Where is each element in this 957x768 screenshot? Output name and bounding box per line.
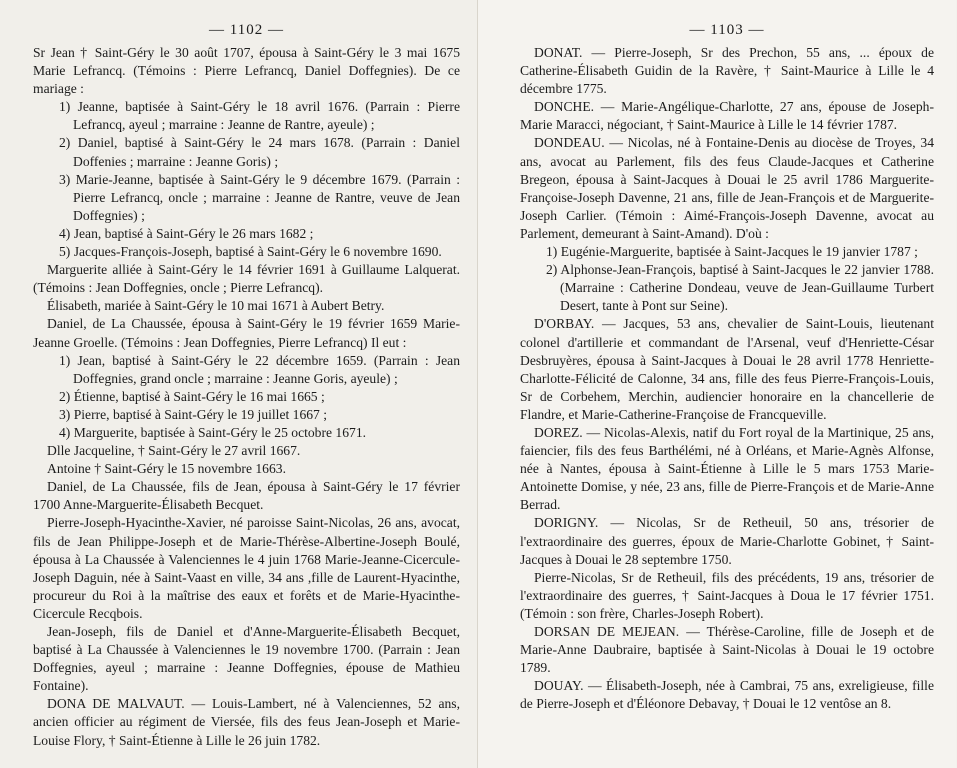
page-number: — 1102 — bbox=[209, 22, 284, 38]
entry-dorigny: DORIGNY. — Nicolas, Sr de Retheuil, 50 ans, trésorier de l'extraordinaire des guerres, époux de Marie-Charlotte Gobinet, † Saint-Jacques à Douai le 28 septembre 1750. bbox=[520, 515, 934, 567]
right-page bbox=[478, 0, 956, 768]
paragraph: Jean-Joseph, fils de Daniel et d'Anne-Marguerite-Élisabeth Becquet, baptisé à La Chaussée à Valenciennes le 19 novembre 1700. (Parrain : Jean Doffegnies, ayeul ; marraine : Jeanne Doffegnies, épouse de Mathieu Fontaine). bbox=[33, 624, 460, 694]
paragraph: Pierre-Joseph-Hyacinthe-Xavier, né paroisse Saint-Nicolas, 26 ans, avocat, fils de Jean Philippe-Joseph et de Marie-Thérèse-Albertine-Joseph Boulé, épousa à La Chaussée à Valenciennes le 4 juin 1768 Marie-Jeanne-Cicercule-Joseph Daguin, née à Saint-Vaast en ville, 34 ans ,fille de Laurent-Hyacinthe, procureur du Roi à la maîtrise des eaux et forêts et de Marie-Hyacinthe-Cicercule Recqbois. bbox=[33, 515, 460, 621]
paragraph: Marguerite alliée à Saint-Géry le 14 février 1691 à Guillaume Lalquerat. (Témoins : Jean Doffegnies, oncle ; Pierre Lefrancq). bbox=[33, 262, 460, 296]
paragraph: Daniel, de La Chaussée, fils de Jean, épousa à Saint-Géry le 17 février 1700 Anne-Marguerite-Élisabeth Becquet. bbox=[33, 479, 460, 513]
entry-dondeau: DONDEAU. — Nicolas, né à Fontaine-Denis au diocèse de Troyes, 34 ans, avocat au Parlement, fils des feus Claude-Jacques et Catherine Bregeon, épousa à Saint-Jacques à Douai le 25 avril 1786 Marguerite-Françoise-Joseph Davenne, 21 ans, fille de Jean-François et de Marguerite-Joseph Carlier. (Témoin : Aimé-François-Joseph Davenne, avocat au Parlement, demeurant à Saint-Amand). D'où : bbox=[520, 135, 934, 241]
page-text bbox=[33, 44, 460, 750]
list-item: 4) Jean, baptisé à Saint-Géry le 26 mars 1682 ; bbox=[59, 225, 314, 241]
paragraph: Élisabeth, mariée à Saint-Géry le 10 mai 1671 à Aubert Betry. bbox=[47, 298, 385, 314]
paragraph: Dlle Jacqueline, † Saint-Géry le 27 avril 1667. bbox=[47, 443, 301, 459]
list-item: 4) Marguerite, baptisée à Saint-Géry le 25 octobre 1671. bbox=[59, 424, 367, 440]
list-item: 1) Jeanne, baptisée à Saint-Géry le 18 avril 1676. (Parrain : Pierre Lefrancq, ayeul ; marraine : Jeanne de Rantre, ayeule) ; bbox=[59, 99, 460, 133]
list-item: 3) Pierre, baptisé à Saint-Géry le 19 juillet 1667 ; bbox=[59, 406, 328, 422]
paragraph: Antoine † Saint-Géry le 15 novembre 1663. bbox=[47, 461, 286, 477]
page-text bbox=[520, 44, 934, 713]
list-item: 3) Marie-Jeanne, baptisée à Saint-Géry le 9 décembre 1679. (Parrain : Pierre Lefrancq, oncle ; marraine : Jeanne de Rantre, veuve de Jean Doffegnies) ; bbox=[59, 171, 460, 223]
entry-dorbay: D'ORBAY. — Jacques, 53 ans, chevalier de Saint-Louis, lieutenant colonel d'artillerie et commandant de l'Arsenal, veuf d'Henriette-César Desbruyères, épousa à Saint-Jacques à Douai le 28 avril 1778 Henriette-Charlotte-Félicité de Calonne, 34 ans, fille des feus Pierre-François-Louis, Sr de Corbehem, Merchin, audiencier honoraire en la chancellerie de Flandre, et Marie-Catherine-Françoise de Francqueville. bbox=[520, 316, 934, 422]
list-item: 1) Jean, baptisé à Saint-Géry le 22 décembre 1659. (Parrain : Jean Doffegnies, grand oncle ; marraine : Jeanne Goris, ayeule) ; bbox=[59, 352, 460, 386]
entry-donat: DONAT. — Pierre-Joseph, Sr des Prechon, 55 ans, ... époux de Catherine-Élisabeth Guidin de la Ravère, † Saint-Maurice à Lille le 4 décembre 1775. bbox=[520, 45, 934, 97]
left-page bbox=[0, 0, 478, 768]
paragraph: Pierre-Nicolas, Sr de Retheuil, fils des précédents, 19 ans, trésorier de l'extraordinaire des guerres, † Saint-Jacques à Doua le 17 février 1751. (Témoin : son frère, Charles-Joseph Robert). bbox=[520, 569, 934, 621]
page-number: — 1103 — bbox=[689, 22, 765, 38]
entry-dorez: DOREZ. — Nicolas-Alexis, natif du Fort royal de la Martinique, 25 ans, faiencier, fils des feus Barthélémi, né à Orléans, et Marie-Agnès Alfonse, née à Nantes, épousa à Saint-Étienne à Lille le 5 mars 1753 Marie-Antoinette Domise, y née, 23 ans, fille de Pierre-François et de Marie-Anne Berrad. bbox=[520, 424, 934, 513]
entry-dona-de-malvaut: DONA DE MALVAUT. — Louis-Lambert, né à Valenciennes, 52 ans, ancien officier au régiment de Viersée, fils des feus Jean-Joseph et Marie-Louise Flory, † Saint-Étienne à Lille le 26 juin 1782. bbox=[33, 696, 460, 748]
paragraph: Sr Jean † Saint-Géry le 30 août 1707, épousa à Saint-Géry le 3 mai 1675 Marie Lefrancq. (Témoins : Pierre Lefrancq, Daniel Doffegnies). De ce mariage : bbox=[33, 45, 460, 97]
list-item: 2) Étienne, baptisé à Saint-Géry le 16 mai 1665 ; bbox=[59, 388, 325, 404]
entry-dorsan-de-mejean: DORSAN DE MEJEAN. — Thérèse-Caroline, fille de Joseph et de Marie-Anne Daubraire, baptisée à Saint-Nicolas à Douai le 19 octobre 1789. bbox=[520, 624, 934, 676]
list-item: 2) Daniel, baptisé à Saint-Géry le 24 mars 1678. (Parrain : Daniel Doffenies ; marraine : Jeanne Goris) ; bbox=[59, 135, 460, 169]
list-item: 5) Jacques-François-Joseph, baptisé à Saint-Géry le 6 novembre 1690. bbox=[59, 244, 442, 260]
paragraph: Daniel, de La Chaussée, épousa à Saint-Géry le 19 février 1659 Marie-Jeanne Groelle. (Témoins : Jean Doffegnies, Pierre Lefrancq) Il eut : bbox=[33, 316, 460, 350]
entry-donche: DONCHE. — Marie-Angélique-Charlotte, 27 ans, épouse de Joseph-Marie Maracci, négociant, † Saint-Maurice à Lille le 14 février 1787. bbox=[520, 99, 934, 133]
entry-douay: DOUAY. — Élisabeth-Joseph, née à Cambrai, 75 ans, exreligieuse, fille de Pierre-Joseph et d'Éléonore Debavay, † Douai le 12 ventôse an 8. bbox=[520, 678, 934, 712]
list-item: 2) Alphonse-Jean-François, baptisé à Saint-Jacques le 22 janvier 1788. (Marraine : Catherine Dondeau, veuve de Jean-Guillaume Turbert Desert, tante à Pont sur Seine). bbox=[546, 262, 934, 314]
list-item: 1) Eugénie-Marguerite, baptisée à Saint-Jacques le 19 janvier 1787 ; bbox=[546, 244, 918, 260]
